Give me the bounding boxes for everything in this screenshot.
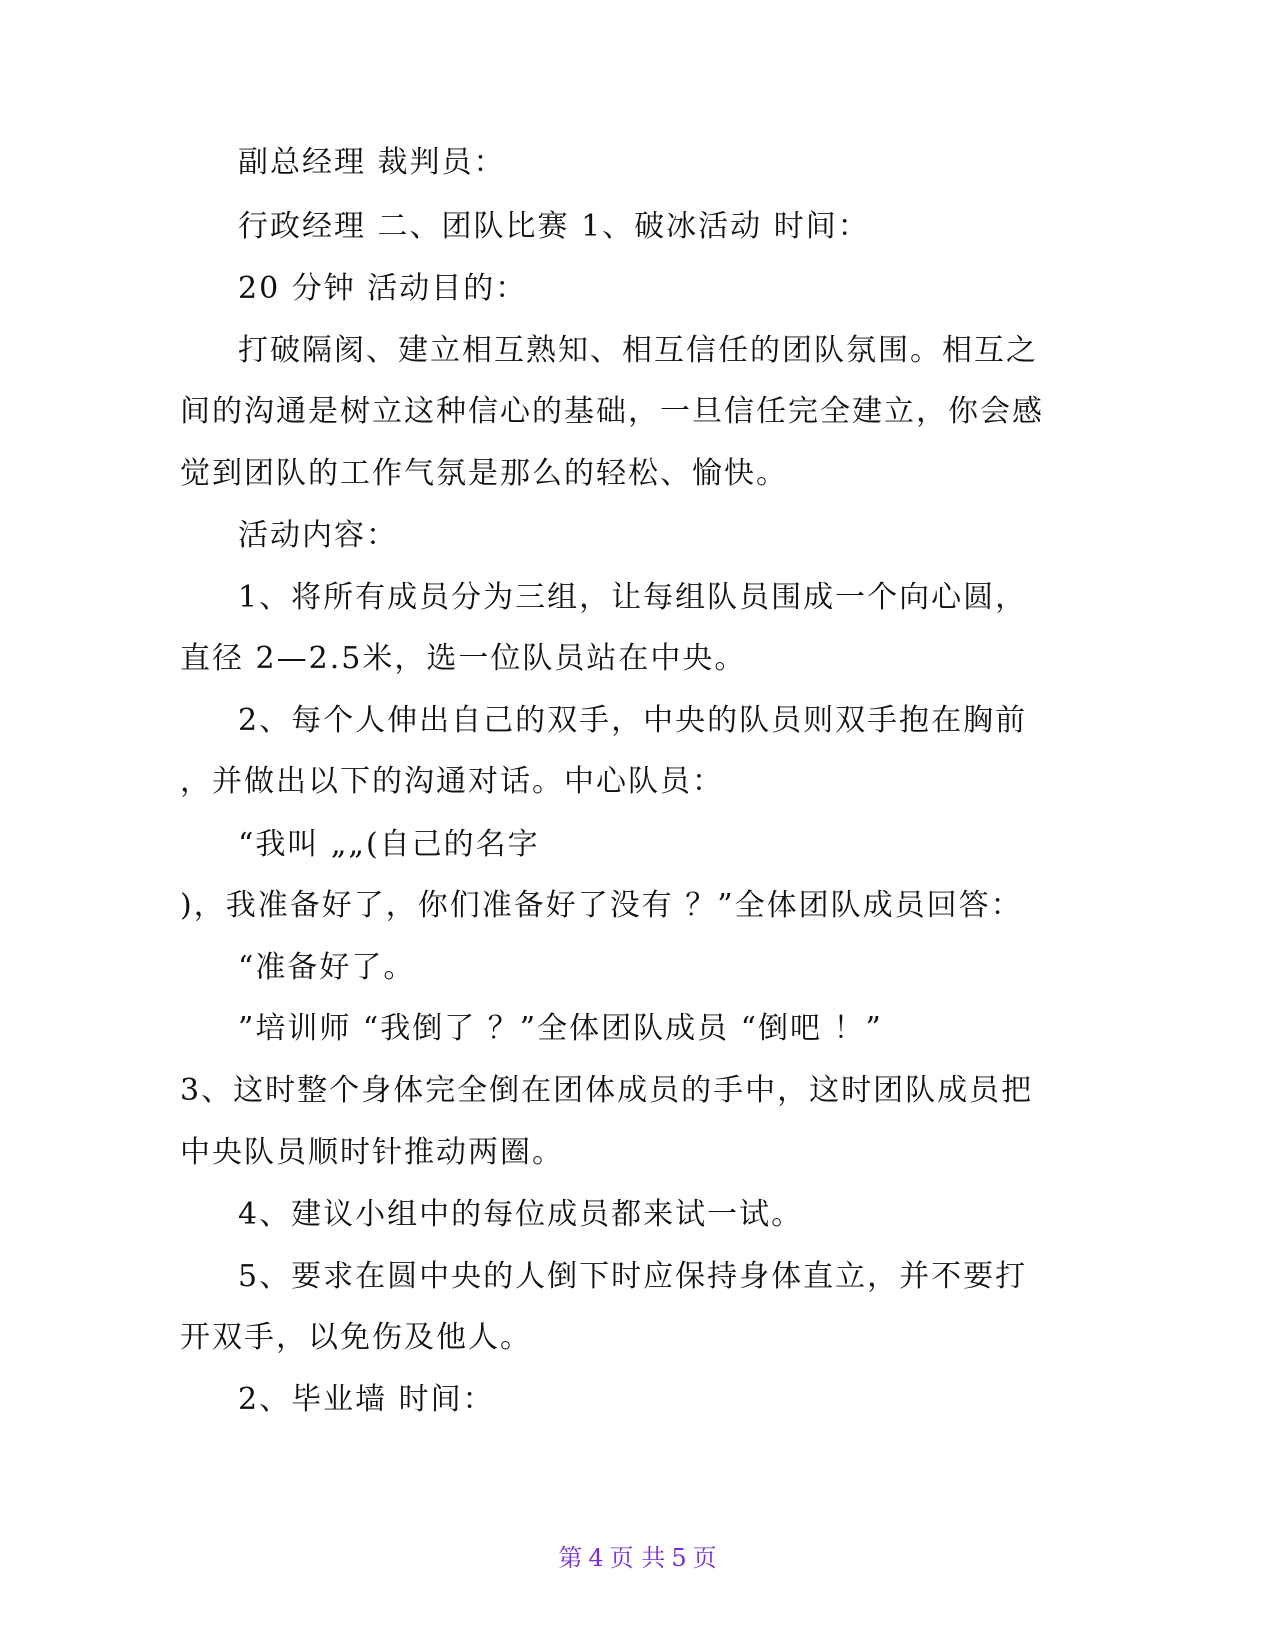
text-line: 2、每个人伸出自己的双手，中央的队员则双手抱在胸前 (238, 703, 1028, 738)
text-line: 5、要求在圆中央的人倒下时应保持身体直立，并不要打 (238, 1259, 1028, 1294)
text-line: 20 分钟 活动目的： (238, 271, 528, 306)
text-line: 开双手，以免伤及他人。 (180, 1320, 532, 1355)
text-line: 行政经理 二、团队比赛 1、破冰活动 时间： (238, 209, 870, 244)
text-line: 打破隔阂、建立相互熟知、相互信任的团队氛围。相互之 (238, 333, 1038, 368)
text-line: ，并做出以下的沟通对话。中心队员： (180, 764, 724, 799)
text-line: 直径 2—2.5米，选一位队员站在中央。 (180, 641, 747, 676)
footer-middle: 页 共 (609, 1544, 666, 1572)
text-line: 觉到团队的工作气氛是那么的轻松、愉快。 (180, 456, 788, 491)
footer-suffix: 页 (692, 1544, 717, 1572)
text-line: 间的沟通是树立这种信心的基础，一旦信任完全建立，你会感 (180, 394, 1044, 429)
text-line: 活动内容： (238, 518, 398, 553)
text-line: ”培训师 “我倒了 ？”全体团队成员 “倒吧 ！” (238, 1011, 883, 1046)
text-line: “我叫 „„(自己的名字 (238, 827, 540, 862)
text-line: 副总经理 裁判员： (238, 145, 506, 180)
text-line: )，我准备好了，你们准备好了没有 ？”全体团队成员回答： (180, 888, 1023, 923)
text-line: 3、这时整个身体完全倒在团体成员的手中，这时团队成员把 (180, 1073, 1034, 1108)
footer-prefix: 第 (558, 1544, 583, 1572)
text-line: “准备好了。 (238, 950, 416, 985)
footer-total-pages: 5 (671, 1544, 687, 1572)
text-line: 1、将所有成员分为三组，让每组队员围成一个向心圆， (238, 580, 1028, 615)
text-line: 2、毕业墙 时间： (238, 1382, 495, 1417)
page-footer (0, 1543, 1275, 1573)
text-line: 4、建议小组中的每位成员都来试一试。 (238, 1197, 804, 1232)
text-line: 中央队员顺时针推动两圈。 (180, 1135, 564, 1170)
footer-page-number: 4 (588, 1544, 604, 1572)
